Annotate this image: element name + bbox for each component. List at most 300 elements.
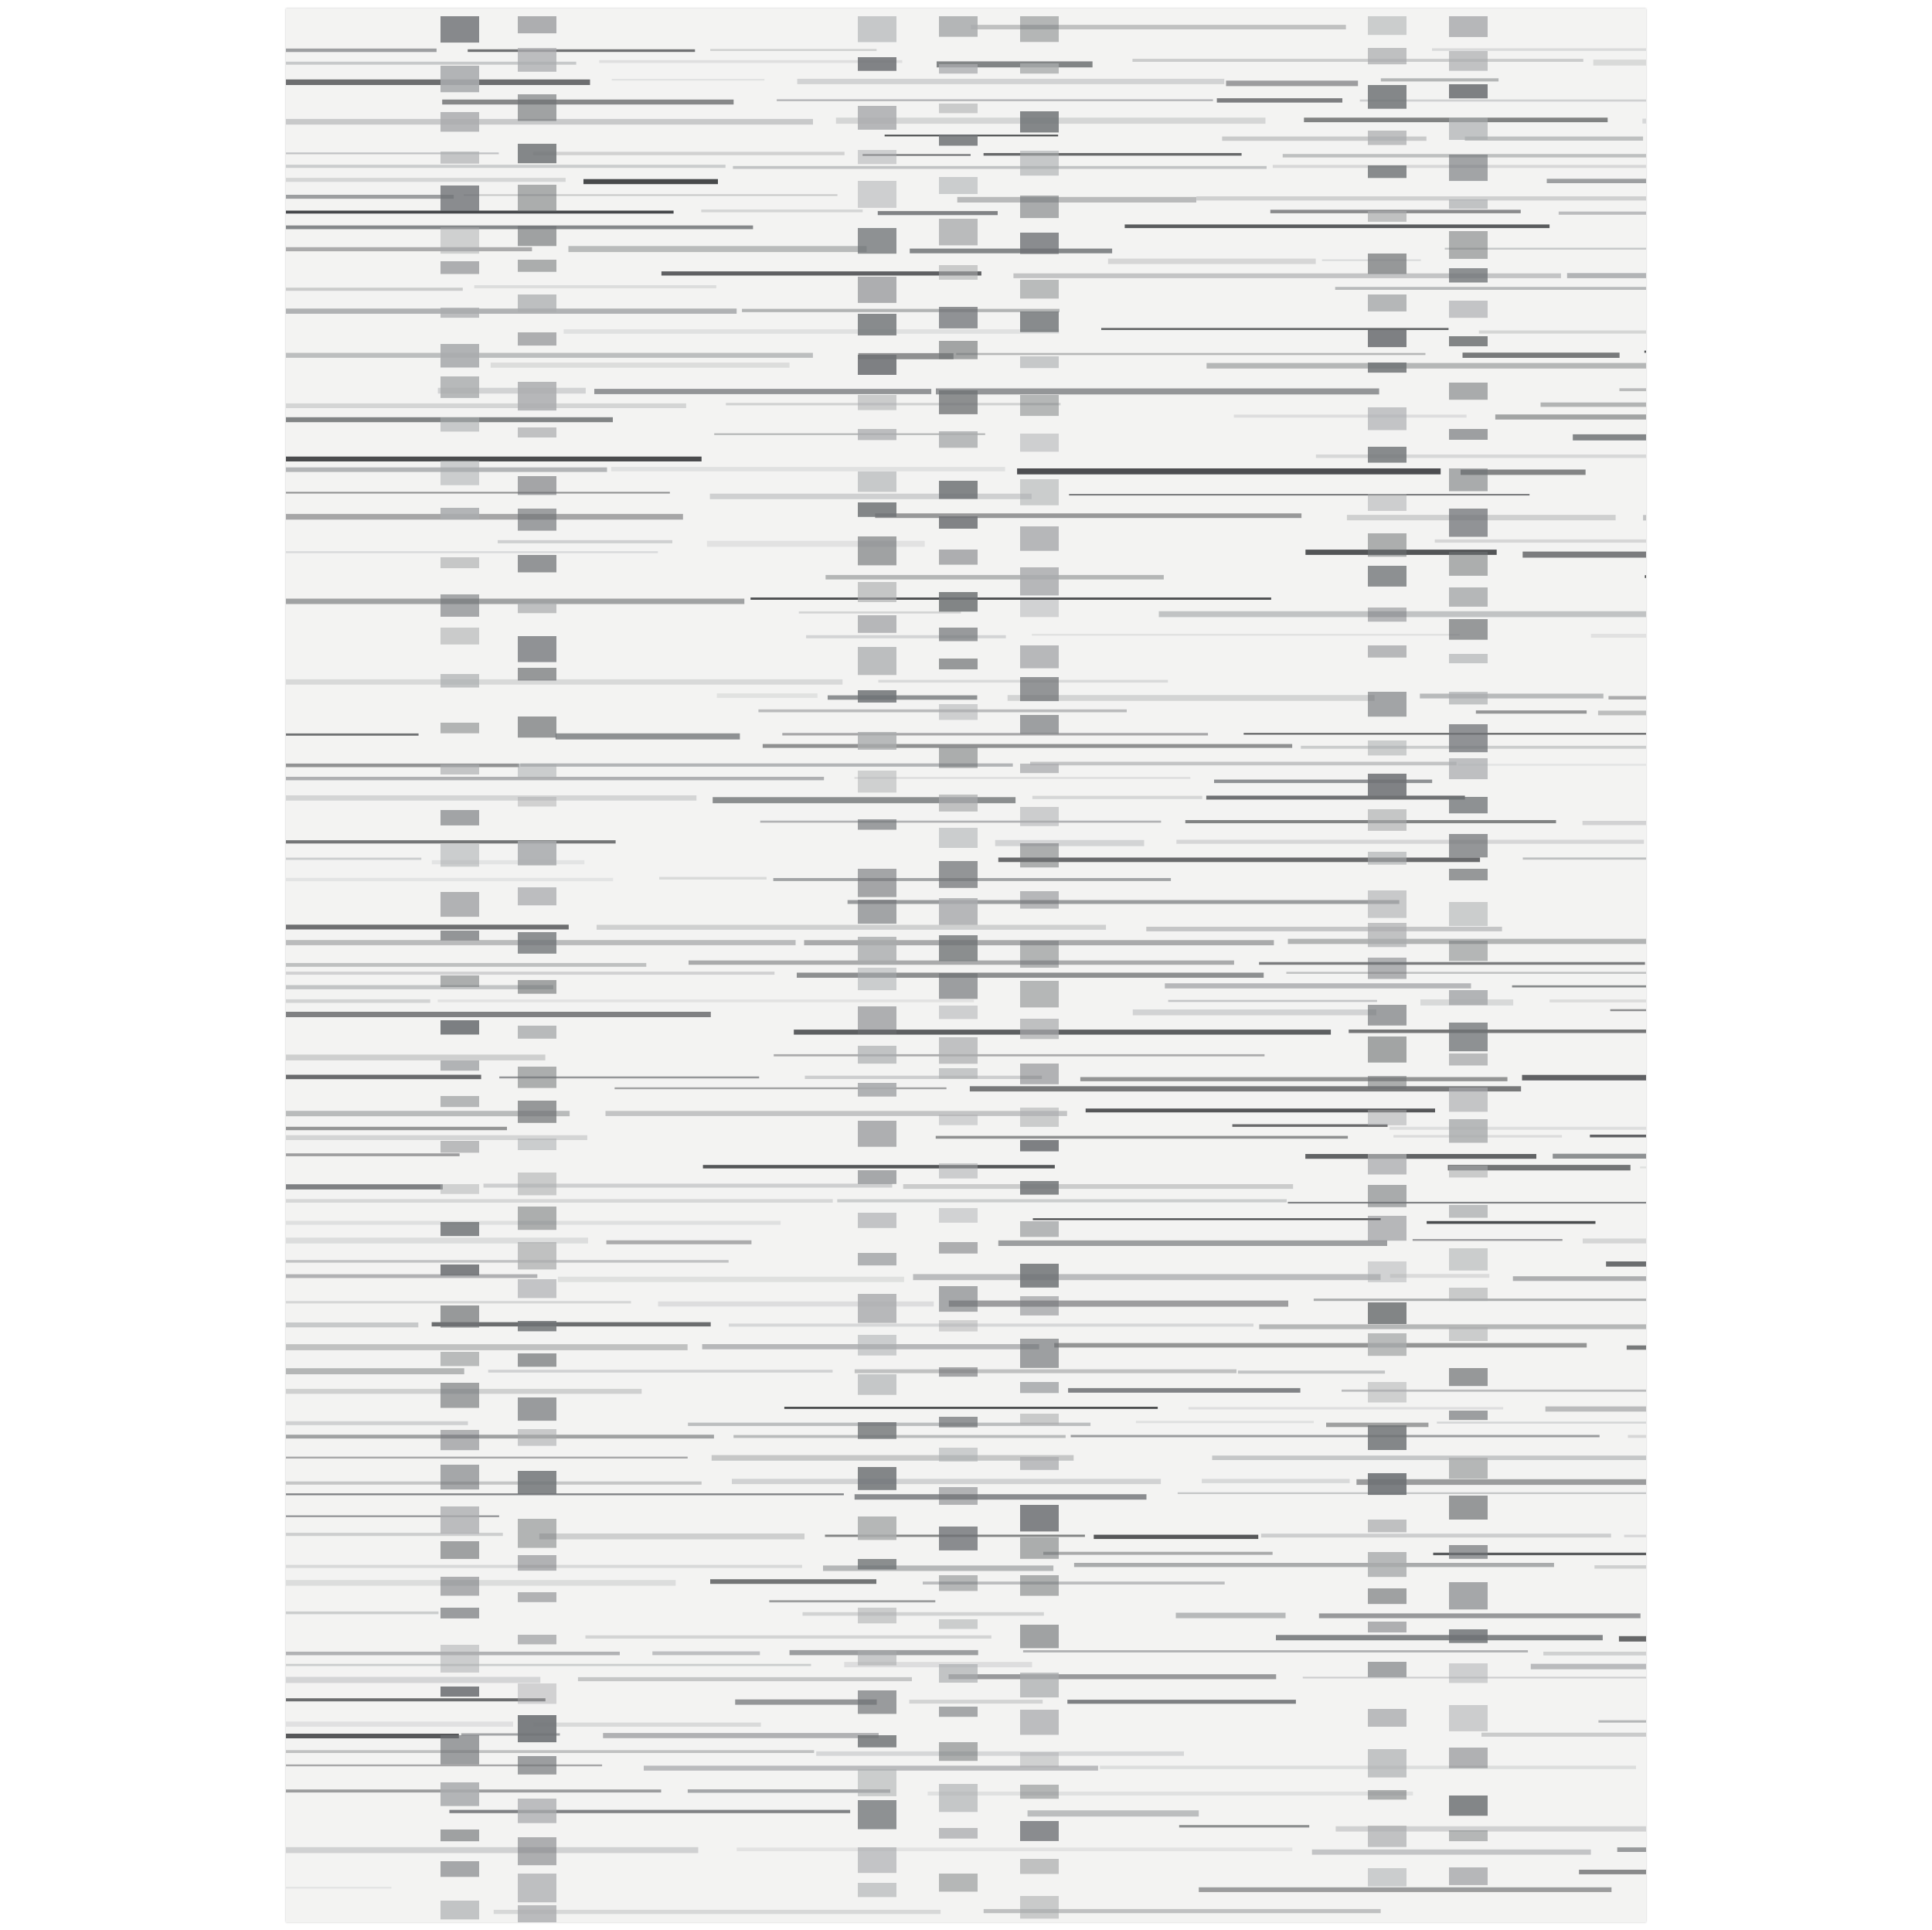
block-mark xyxy=(518,1635,556,1644)
block-mark xyxy=(1449,1582,1488,1609)
stripe-segment xyxy=(1206,795,1465,799)
stripe-segment xyxy=(710,1579,876,1584)
stripe-segment xyxy=(1598,710,1646,715)
stripe-segment xyxy=(286,1127,507,1130)
stripe-segment xyxy=(1642,119,1646,124)
block-mark xyxy=(1020,526,1059,551)
stripe-segment xyxy=(488,1370,833,1373)
stripe-segment xyxy=(735,1700,876,1705)
stripe-segment xyxy=(1276,1635,1603,1640)
block-mark xyxy=(858,1735,896,1748)
block-mark xyxy=(858,1046,896,1064)
block-mark xyxy=(939,592,978,611)
block-mark xyxy=(440,1141,479,1152)
block-mark xyxy=(939,747,978,768)
stripe-segment xyxy=(910,249,1112,254)
stripe-segment xyxy=(286,963,646,967)
stripe-segment xyxy=(1234,414,1467,417)
stripe-segment xyxy=(607,1241,752,1244)
block-mark xyxy=(518,555,556,573)
stripe-segment xyxy=(1259,962,1645,965)
stripe-segment xyxy=(903,1184,1294,1189)
stripe-segment xyxy=(286,1734,459,1738)
stripe-segment xyxy=(286,1260,729,1262)
stripe-segment xyxy=(662,271,981,275)
stripe-segment xyxy=(1176,840,1644,844)
block-mark xyxy=(1020,1505,1059,1531)
block-mark xyxy=(440,461,479,485)
stripe-segment xyxy=(578,1677,912,1681)
block-mark xyxy=(1449,1205,1488,1218)
block-mark xyxy=(1449,1023,1488,1051)
block-mark xyxy=(858,429,896,440)
block-mark xyxy=(1020,1710,1059,1735)
stripe-segment xyxy=(1165,983,1471,989)
block-mark xyxy=(858,771,896,792)
stripe-segment xyxy=(286,1750,814,1753)
stripe-segment xyxy=(910,1700,1043,1704)
stripe-segment xyxy=(652,1652,760,1656)
block-mark xyxy=(939,1163,978,1179)
block-mark xyxy=(939,935,978,962)
block-mark xyxy=(518,636,556,662)
block-mark xyxy=(939,550,978,565)
stripe-segment xyxy=(286,49,437,53)
stripe-segment xyxy=(286,1457,688,1459)
block-mark xyxy=(1449,724,1488,752)
stripe-segment xyxy=(1591,634,1646,638)
stripe-segment xyxy=(491,363,790,368)
stripe-segment xyxy=(1030,762,1457,766)
block-mark xyxy=(939,1874,978,1891)
stripe-segment xyxy=(539,1533,804,1540)
stripe-segment xyxy=(710,49,876,51)
block-mark xyxy=(939,1664,978,1683)
block-mark xyxy=(440,508,479,519)
block-mark xyxy=(440,376,479,398)
stripe-segment xyxy=(774,1054,1264,1057)
block-mark xyxy=(858,582,896,602)
block-mark xyxy=(440,344,479,368)
stripe-segment xyxy=(1590,1135,1646,1138)
stripe-segment xyxy=(1645,351,1646,353)
stripe-segment xyxy=(1178,1493,1646,1494)
stripe-segment xyxy=(286,1184,443,1190)
stripe-segment xyxy=(1213,1455,1647,1460)
block-mark xyxy=(858,647,896,675)
block-mark xyxy=(1020,280,1059,298)
block-mark xyxy=(440,975,479,987)
block-mark xyxy=(1368,330,1406,347)
block-mark xyxy=(518,294,556,312)
stripe-segment xyxy=(913,1274,1381,1280)
stripe-segment xyxy=(828,696,978,700)
block-mark xyxy=(1368,1302,1406,1324)
stripe-segment xyxy=(1413,1239,1563,1241)
stripe-segment xyxy=(1583,1238,1646,1243)
block-mark xyxy=(1020,764,1059,773)
stripe-segment xyxy=(1594,60,1646,66)
stripe-segment xyxy=(957,197,1196,203)
block-mark xyxy=(1368,1185,1406,1207)
stripe-segment xyxy=(450,1810,851,1813)
stripe-segment xyxy=(717,693,818,698)
block-mark xyxy=(518,717,556,737)
stripe-segment xyxy=(1238,1370,1385,1373)
block-mark xyxy=(1449,1166,1488,1177)
stripe-segment xyxy=(1226,80,1359,86)
block-mark xyxy=(1449,990,1488,1005)
block-mark xyxy=(858,395,896,410)
stripe-segment xyxy=(286,972,774,975)
block-mark xyxy=(1449,902,1488,926)
stripe-segment xyxy=(286,1493,844,1495)
block-mark xyxy=(1368,1473,1406,1495)
block-mark xyxy=(858,181,896,208)
stripe-segment xyxy=(1522,1075,1647,1081)
block-mark xyxy=(518,841,556,866)
block-mark xyxy=(858,1651,896,1666)
block-mark xyxy=(1368,1333,1406,1356)
stripe-segment xyxy=(1202,1479,1349,1483)
stripe-segment xyxy=(1074,1563,1554,1567)
block-mark xyxy=(858,1800,896,1830)
block-mark xyxy=(1368,1036,1406,1063)
stripe-segment xyxy=(286,457,702,461)
stripe-segment xyxy=(1305,1154,1536,1159)
stripe-segment xyxy=(825,575,1164,580)
block-mark xyxy=(1368,1110,1406,1125)
block-mark xyxy=(1368,165,1406,178)
block-mark xyxy=(1020,1457,1059,1470)
block-mark xyxy=(939,1037,978,1064)
block-mark xyxy=(1020,1673,1059,1697)
block-mark xyxy=(858,690,896,703)
block-mark xyxy=(858,471,896,492)
block-mark xyxy=(939,1208,978,1223)
stripe-segment xyxy=(736,1847,1292,1851)
block-mark xyxy=(440,810,479,825)
block-mark xyxy=(518,48,556,72)
block-mark xyxy=(1449,1054,1488,1066)
stripe-segment xyxy=(1054,1343,1587,1348)
stripe-segment xyxy=(1287,972,1647,974)
stripe-segment xyxy=(286,1677,540,1683)
stripe-segment xyxy=(803,1612,1044,1616)
block-mark xyxy=(518,1799,556,1823)
block-mark xyxy=(939,1006,978,1019)
block-mark xyxy=(440,112,479,131)
block-mark xyxy=(858,900,896,924)
rug xyxy=(286,9,1646,1922)
block-mark xyxy=(518,1321,556,1331)
stripe-segment xyxy=(286,1580,675,1585)
block-mark xyxy=(1020,600,1059,617)
block-mark xyxy=(1368,566,1406,587)
block-mark xyxy=(1368,447,1406,463)
stripe-segment xyxy=(286,1199,833,1203)
block-mark xyxy=(858,937,896,965)
block-mark xyxy=(440,417,479,431)
stripe-segment xyxy=(816,1751,1184,1756)
block-mark xyxy=(858,150,896,164)
block-mark xyxy=(440,151,479,164)
block-mark xyxy=(1449,1327,1488,1341)
stripe-segment xyxy=(286,178,566,182)
block-mark xyxy=(858,615,896,633)
block-mark xyxy=(858,819,896,830)
block-mark xyxy=(518,1555,556,1571)
stripe-segment xyxy=(286,1322,418,1327)
stripe-segment xyxy=(286,1612,438,1615)
stripe-segment xyxy=(1319,1613,1641,1618)
block-mark xyxy=(858,1294,896,1323)
stripe-segment xyxy=(777,99,1213,101)
block-mark xyxy=(518,1279,556,1298)
stripe-segment xyxy=(1559,212,1646,215)
stripe-segment xyxy=(855,1370,1236,1373)
stripe-segment xyxy=(286,1421,468,1425)
stripe-segment xyxy=(606,1111,1067,1116)
stripe-segment xyxy=(1023,1650,1528,1653)
block-mark xyxy=(858,1253,896,1265)
block-mark xyxy=(1449,84,1488,98)
block-mark xyxy=(939,1448,978,1462)
block-mark xyxy=(518,332,556,345)
stripe-segment xyxy=(583,179,718,185)
stripe-segment xyxy=(1645,575,1646,578)
block-mark xyxy=(1449,301,1488,318)
stripe-segment xyxy=(729,1323,1253,1326)
block-mark xyxy=(858,732,896,750)
stripe-segment xyxy=(286,1344,688,1350)
block-mark xyxy=(858,1516,896,1540)
block-mark xyxy=(858,1335,896,1356)
block-mark xyxy=(440,1735,479,1765)
stripe-segment xyxy=(286,777,824,781)
block-mark xyxy=(440,1506,479,1533)
block-mark xyxy=(1368,211,1406,222)
stripe-segment xyxy=(286,985,553,989)
stripe-segment xyxy=(1608,696,1646,700)
stripe-segment xyxy=(599,60,902,63)
block-mark xyxy=(518,94,556,121)
stripe-segment xyxy=(763,744,1292,748)
block-mark xyxy=(1368,1709,1406,1727)
block-mark xyxy=(939,104,978,113)
block-mark xyxy=(1368,85,1406,109)
stripe-segment xyxy=(1124,224,1549,228)
stripe-segment xyxy=(1437,1421,1646,1424)
stripe-segment xyxy=(286,1368,464,1374)
block-mark xyxy=(1368,48,1406,64)
block-mark xyxy=(1368,533,1406,557)
block-mark xyxy=(1449,1288,1488,1301)
block-mark xyxy=(939,341,978,359)
block-mark xyxy=(858,1467,896,1490)
block-mark xyxy=(440,16,479,43)
block-mark xyxy=(1368,1216,1406,1241)
block-mark xyxy=(1020,981,1059,1007)
block-mark xyxy=(1368,1520,1406,1532)
block-mark xyxy=(1449,336,1488,346)
block-mark xyxy=(858,355,896,375)
block-mark xyxy=(1449,619,1488,640)
stripe-segment xyxy=(286,353,813,358)
stripe-segment xyxy=(1312,1850,1591,1855)
stripe-segment xyxy=(1547,179,1647,183)
stripe-segment xyxy=(1435,540,1646,543)
stripe-segment xyxy=(286,308,736,314)
block-mark xyxy=(1449,155,1488,181)
block-mark xyxy=(440,628,479,645)
stripe-segment xyxy=(468,49,695,52)
stripe-segment xyxy=(1624,1535,1646,1537)
block-mark xyxy=(518,1026,556,1039)
stripe-segment xyxy=(1199,1887,1611,1892)
block-mark xyxy=(1020,1382,1059,1393)
block-mark xyxy=(518,1471,556,1494)
stripe-segment xyxy=(1132,59,1583,62)
block-mark xyxy=(939,16,978,37)
block-mark xyxy=(939,1742,978,1761)
stripe-segment xyxy=(805,1076,1043,1079)
stripe-segment xyxy=(286,1054,546,1060)
stripe-segment xyxy=(286,858,421,860)
block-mark xyxy=(939,1487,978,1505)
stripe-segment xyxy=(563,329,1059,334)
block-mark xyxy=(518,16,556,33)
block-mark xyxy=(1020,1821,1059,1841)
stripe-segment xyxy=(837,1200,1287,1203)
block-mark xyxy=(939,898,978,925)
block-mark xyxy=(440,1352,479,1366)
block-mark xyxy=(1449,509,1488,537)
stripe-segment xyxy=(1594,1565,1646,1568)
stripe-segment xyxy=(286,247,532,251)
stripe-segment xyxy=(286,1301,631,1303)
stripe-segment xyxy=(1108,259,1316,264)
stripe-segment xyxy=(286,288,463,291)
block-mark xyxy=(939,1784,978,1812)
stripe-segment xyxy=(494,1910,940,1914)
block-mark xyxy=(1449,1248,1488,1271)
block-mark xyxy=(518,1592,556,1602)
block-mark xyxy=(939,659,978,669)
stripe-segment xyxy=(784,1407,1158,1409)
block-mark xyxy=(1449,1867,1488,1885)
stripe-segment xyxy=(286,165,726,168)
stripe-segment xyxy=(799,611,961,614)
block-mark xyxy=(440,764,479,774)
stripe-segment xyxy=(286,679,842,685)
stripe-segment xyxy=(750,597,1271,600)
block-mark xyxy=(518,1173,556,1195)
block-mark xyxy=(1020,1414,1059,1425)
stripe-segment xyxy=(936,389,1379,395)
stripe-segment xyxy=(1640,1166,1646,1168)
block-mark xyxy=(939,828,978,848)
stripe-segment xyxy=(1549,999,1646,1002)
block-mark xyxy=(1368,1005,1406,1026)
stripe-segment xyxy=(936,1136,1348,1139)
stripe-segment xyxy=(286,1482,702,1485)
block-mark xyxy=(1368,16,1406,35)
block-mark xyxy=(1449,654,1488,663)
stripe-segment xyxy=(286,514,683,519)
block-mark xyxy=(1368,692,1406,717)
block-mark xyxy=(518,1715,556,1742)
stripe-segment xyxy=(878,211,998,215)
block-mark xyxy=(1449,692,1488,704)
stripe-segment xyxy=(1523,857,1647,859)
stripe-segment xyxy=(558,1277,904,1282)
stripe-segment xyxy=(855,1494,1147,1499)
block-mark xyxy=(858,277,896,303)
stripe-segment xyxy=(286,403,686,408)
stripe-segment xyxy=(1598,1721,1646,1723)
block-mark xyxy=(939,861,978,888)
stripe-segment xyxy=(1381,78,1498,81)
block-mark xyxy=(1449,231,1488,259)
stripe-segment xyxy=(533,1723,761,1727)
block-mark xyxy=(939,795,978,812)
stripe-segment xyxy=(1643,515,1646,520)
block-mark xyxy=(1020,1181,1059,1195)
stripe-segment xyxy=(1463,352,1620,358)
stripe-segment xyxy=(1522,552,1646,558)
block-mark xyxy=(858,1769,896,1796)
block-mark xyxy=(1449,1119,1488,1143)
block-mark xyxy=(1020,151,1059,175)
block-mark xyxy=(440,1608,479,1619)
stripe-segment xyxy=(1531,1664,1646,1670)
stripe-segment xyxy=(286,795,696,801)
block-mark xyxy=(858,502,896,517)
stripe-segment xyxy=(1243,733,1646,734)
block-mark xyxy=(440,1060,479,1071)
block-mark xyxy=(518,226,556,246)
stripe-segment xyxy=(1579,1870,1646,1874)
block-mark xyxy=(440,674,479,688)
block-mark xyxy=(1020,1339,1059,1368)
block-mark xyxy=(440,1687,479,1697)
block-mark xyxy=(1020,479,1059,505)
stripe-segment xyxy=(798,79,1225,84)
block-mark xyxy=(939,64,978,73)
block-mark xyxy=(939,219,978,245)
block-mark xyxy=(440,1861,479,1877)
stripe-segment xyxy=(603,1733,879,1738)
block-mark xyxy=(858,16,896,43)
stripe-segment xyxy=(1080,1077,1508,1081)
block-mark xyxy=(858,1170,896,1184)
block-mark xyxy=(440,1901,479,1919)
block-mark xyxy=(939,265,978,280)
stripe-segment xyxy=(442,100,733,104)
block-mark xyxy=(440,844,479,866)
stripe-segment xyxy=(1465,137,1644,141)
stripe-segment xyxy=(1513,1276,1646,1281)
stripe-segment xyxy=(1479,331,1646,334)
block-mark xyxy=(858,314,896,335)
stripe-segment xyxy=(286,1664,811,1666)
stripe-segment xyxy=(949,1301,1288,1307)
block-mark xyxy=(440,931,479,941)
block-mark xyxy=(939,390,978,414)
block-mark xyxy=(1020,715,1059,734)
block-mark xyxy=(1020,807,1059,826)
